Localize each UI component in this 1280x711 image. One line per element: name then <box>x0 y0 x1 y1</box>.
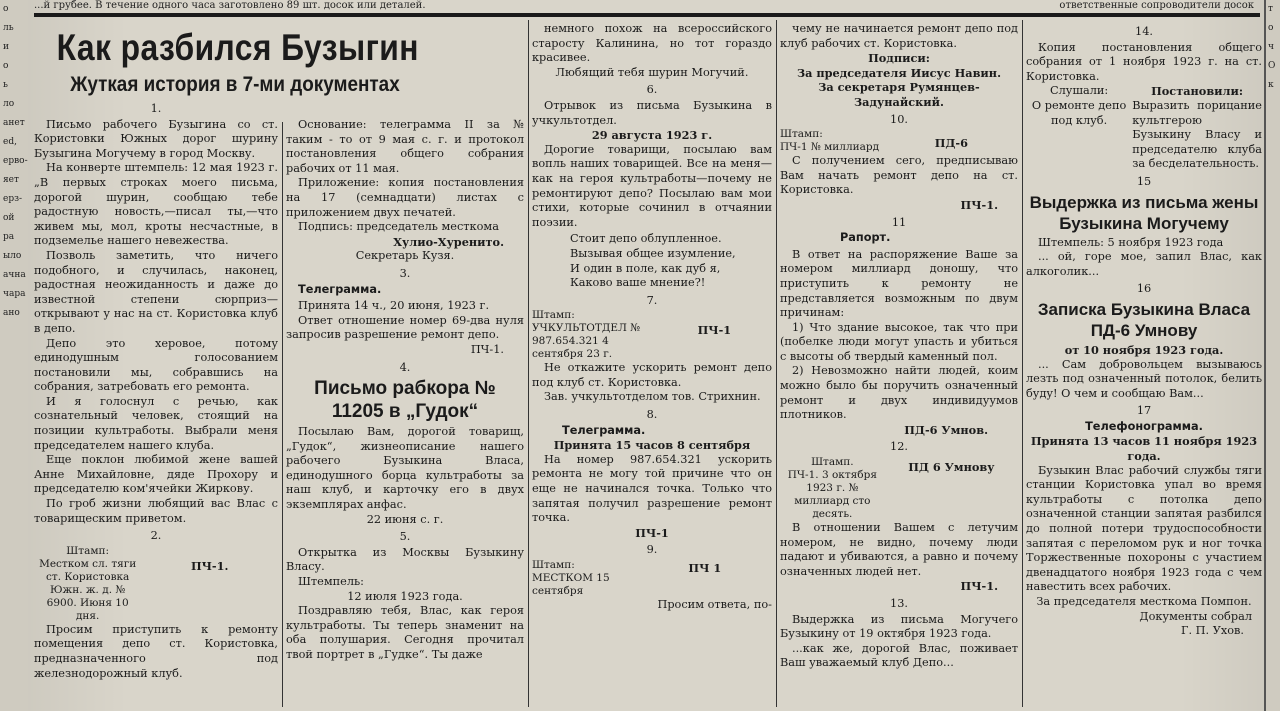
strip-fragment: ано <box>3 308 20 318</box>
signature: За председателя месткома Помпон. <box>1036 595 1252 608</box>
doc-number: 12. <box>890 440 908 454</box>
top-strip-text: ...й грубее. В течение одного часа заготовлено 89 шт. досок или деталей. ответственные сопроводители досок <box>34 0 1254 11</box>
telegram-received: Принята 13 часов 11 ноября 1923 года. <box>1030 434 1258 464</box>
paragraph: Не откажите ускорить ремонт депо под клуб ст. Кориcтовка. <box>532 361 772 389</box>
column-4 <box>780 22 1018 707</box>
doc-number: 4. <box>399 360 411 374</box>
stamp-label: Штамп: <box>66 544 110 557</box>
paragraph: Просим ответа, по- <box>657 598 772 611</box>
signature: Секретарь Кузя. <box>355 249 455 263</box>
doc-number: 7. <box>646 293 658 307</box>
strip-fragment: ра <box>3 232 15 242</box>
signature: Любящий тебя шурин Могучий. <box>555 65 749 79</box>
doc-number: 8. <box>646 408 658 422</box>
doc-number: 5. <box>399 530 411 544</box>
strip-fragment: ачна <box>3 270 26 280</box>
stamp-label: Штамп: <box>532 559 575 571</box>
signatures-label: Подписи: <box>868 51 930 66</box>
report-label: Рапорт. <box>840 231 891 245</box>
paragraph: Копия постановления общего собрания от 1 ноября 1923 г. на ст. Кориcтовка. <box>1026 40 1262 83</box>
resolved-label: Постановили: <box>1151 84 1244 99</box>
code-mark: ПЧ-1. <box>960 579 998 594</box>
paragraph: По гроб жизни любящий вас Влас с товарищеским приветом. <box>34 497 278 525</box>
column-rule <box>528 20 529 707</box>
article-headline: Выдержка из письма жены Бузыкина Могучему <box>1029 192 1259 233</box>
paragraph: 2) Невозможно найти людей, коим можно было бы поручить означенный ремонт и двух индивидуумов плотников. <box>780 364 1018 422</box>
signature: За секретаря Румянцев-Задунайский. <box>818 80 980 109</box>
verse <box>532 232 772 290</box>
telegram-label: Телеграмма. <box>562 423 646 437</box>
stamp-body: МЕСТКОМ 15 сентября <box>532 572 610 597</box>
verse-line: И один в поле, как дуб я, <box>570 261 721 275</box>
date-line: 12 июля 1923 года. <box>347 589 463 603</box>
stamp-code: ПЧ-1. <box>190 558 229 573</box>
newspaper-page <box>28 0 1280 711</box>
stamp-label: Штамп: <box>780 128 823 141</box>
paragraph: Выдержка из письма Могучего Бузыкину от 19 октября 1923 года. <box>780 612 1018 641</box>
signature: Г. П. Ухов. <box>1181 624 1244 638</box>
column-rule <box>776 20 777 707</box>
stamp-block <box>532 309 772 361</box>
strip-fragment: О <box>1268 61 1276 71</box>
doc-number: 10. <box>890 112 908 126</box>
stamp-block <box>34 545 278 623</box>
paragraph: Еще поклон любимой жене вашей Анне Михайловне, дяде Прохору и председателю ком'ячейки Жиркову. <box>34 453 278 496</box>
stamp-label: Штамп. <box>811 456 854 469</box>
date-line: 22 июня с. г. <box>366 512 444 526</box>
strip-fragment: ь <box>3 80 8 90</box>
paragraph: Поздравляю тебя, Влас, как героя культработы. Ты теперь знаменит на оба полушария. Сегодня прочитал твой портрет в „Гудке“. Ты даже <box>286 604 524 661</box>
doc-number: 1. <box>150 102 162 115</box>
paragraph: Посылаю Вам, дорогой товарищ, „Гудок“, жизнеописание нашего рабочего Бузыкина Власа, единодушного борца культработы за наш клуб, и карточку его в двух экземплярах анфас. <box>286 425 524 512</box>
strip-fragment: о <box>1268 23 1274 33</box>
doc-number: 2. <box>150 529 162 543</box>
paragraph: немного похож на всероссийского старосту Калинина, но тот гораздо красивее. <box>532 22 772 65</box>
paragraph: ... Сам добровольцем вызываюсь лезть под означенный потолок, белить буду! О чем и сообщаю Вам... <box>1026 357 1262 400</box>
strip-fragment: анет <box>3 118 25 128</box>
paragraph: чему не начинается ремонт депо под клуб рабочих ст. Кориcтовка. <box>780 22 1018 50</box>
subheadline: Жуткая история в 7-ми документах <box>70 73 400 96</box>
signature: За председателя Иисус Навин. <box>796 65 1002 80</box>
paragraph: На конверте штемпель: 12 мая 1923 г. „В первых строках моего письма, дорогой шурин, сообщаю тебе радостную новость,—писал ты,—что живем мы, мол, кроты несчастные, в подземелье нашего невежества. <box>34 161 278 248</box>
strip-fragment: к <box>1268 80 1274 90</box>
paragraph: 1) Что здание высокое, так что при (побелке люди могут упасть и убиться с высоты об твердый каменный пол. <box>780 320 1018 363</box>
stamp-code: ПЧ-1 <box>697 323 732 338</box>
paragraph: И я голоснул с речью, как сознательный человек, стоящий на позиции культработы. Выбрали меня председателем нашего клуба. <box>34 394 278 452</box>
doc-number: 6. <box>646 83 658 97</box>
strip-fragment: о <box>3 4 9 14</box>
strip-fragment: яет <box>3 175 19 185</box>
paragraph: Приложение: копия постановления на 17 (семнадцати) листах с приложением двух печатей. <box>286 176 524 219</box>
column-rule <box>282 122 283 707</box>
date-line: от 10 ноября 1923 года. <box>1064 342 1224 357</box>
doc-number: 13. <box>890 597 908 610</box>
resolved-text: Выразить порицание культгерою Бузыкину Власу и председателю клуба за бесделательность. <box>1132 98 1262 171</box>
column-3 <box>532 22 772 707</box>
stamp-body: ПЧ-1 № миллиард <box>780 141 880 154</box>
article-headline: Записка Бузыкина Власа ПД-6 Умнову <box>1037 299 1251 340</box>
headline: Как разбился Бузыгин <box>56 27 419 68</box>
stamp-line: Штемпель: 5 ноября 1923 года <box>1038 235 1224 249</box>
stamp-code: ПД 6 Умнову <box>908 460 995 475</box>
telegram-received: Принята 14 ч., 20 июня, 1923 г. <box>298 299 490 313</box>
paragraph: Просим приступить к ремонту помещения депо ст. Кориcтовка, предназначенного под железнодорожный клуб. <box>34 622 278 680</box>
strip-fragment: и <box>3 42 9 52</box>
stamp-label: Штамп: <box>532 309 575 322</box>
heard-label: Слушали: <box>1049 84 1109 98</box>
top-rule <box>34 13 1260 17</box>
stamp-block <box>780 128 1018 154</box>
paragraph: Отрывок из письма Бузыкина в учкультотдел. <box>532 98 772 127</box>
doc-number: 3. <box>399 266 411 280</box>
signature: Документы собрал <box>1139 609 1252 623</box>
strip-fragment: чара <box>3 289 26 299</box>
doc-number: 14. <box>1135 25 1153 38</box>
strip-fragment: ерво- <box>3 156 28 166</box>
stamp-body: ПЧ-1. 3 октября 1923 г. № миллиард сто десять. <box>787 469 877 521</box>
paragraph: Бузыкин Влас рабочий службы тяги станции Кориcтовка упал во время культработы с потолка депо означенной станции запятая разбился до полной потери трудоспособности запятая с переломом рук и ног точка Торжественные похороны с участием двенадцатого ноября 1923 года с чем навестить всех рабочих. <box>1026 463 1262 594</box>
doc-number: 17 <box>1136 404 1152 418</box>
paragraph: Открытка из Москвы Бузыкину Власу. <box>286 545 524 574</box>
paragraph: В отношении Вашем с летучим номером, не видно, почему люди падают и убиваются, а равно и почему означенных людей нет. <box>780 521 1018 578</box>
stamp-label: Штемпель: <box>298 575 364 589</box>
paragraph: Ответ отношение номер 69-два нуля запросив разрешение ремонт депо. <box>286 313 524 342</box>
strip-fragment: ль <box>3 23 14 33</box>
doc-number: 16 <box>1136 282 1152 296</box>
paragraph: Дорогие товарищи, посылаю вам вопль наших товарищей. Все на меня—как на героя культработы—почему не ремонтируют депо? Посылаю вам мои стихи, которые сочинил в отчаянии поэзии. <box>532 142 772 229</box>
paragraph: С получением сего, предписываю Вам начать ремонт депо на ст. Кориcтовка. <box>780 154 1018 197</box>
signature: Зав. учкультотделом тов. Стрихнин. <box>544 390 761 404</box>
heard-text: О ремонте депо под клуб. <box>1031 98 1127 127</box>
verse-line: Вызывая общее изумление, <box>570 246 736 260</box>
stamp-body: УЧКУЛЬТОТДЕЛ № 987.654.321 4 сентября 23 г. <box>532 322 641 361</box>
stamp-code: ПД-6 <box>934 136 968 151</box>
adjacent-page-strip-left <box>0 0 30 711</box>
stamp-code: ПЧ 1 <box>688 561 722 575</box>
column-5 <box>1026 22 1262 707</box>
telegram-received: Принята 15 часов 8 сентября <box>553 438 751 453</box>
doc-number: 9. <box>646 543 658 557</box>
strip-fragment: ыло <box>3 251 22 261</box>
column-rule <box>1022 20 1023 707</box>
article-headline: Письмо рабкора № 11205 в „Гудок“ <box>314 378 496 423</box>
paragraph: Депо это херовое, потому единодушным голосованием постановили мы, собравшись на собрания, затребовать его ремонта. <box>34 336 278 394</box>
paragraph: Основание: телеграмма II за № таким - то от 9 мая с. г. и протокол постановления общего собрания рабочих от 11 мая. <box>286 118 524 175</box>
strip-fragment: ч <box>1268 42 1274 52</box>
strip-fragment: ерз- <box>3 194 23 204</box>
date-line: 29 августа 1923 г. <box>591 128 713 143</box>
doc-number: 15 <box>1136 174 1152 188</box>
verse-line: Каково ваше мнение?! <box>570 276 706 290</box>
top-strip-text-right: ответственные сопроводители досок <box>1059 0 1254 11</box>
paragraph: На номер 987.654.321 ускорить ремонта не могу той причине что он еще не начинался точка. Только что запятая получил разрешение ремонт точка. <box>532 452 772 525</box>
signature: Хулио-Хуренито. <box>393 234 504 249</box>
strip-fragment: ed, <box>3 137 17 147</box>
paragraph: В ответ на распоряжение Ваше за номером миллиард доношу, что приступить к ремонту не представляется возможным по двум причинам: <box>780 247 1018 320</box>
signature: ПД-6 Умнов. <box>904 422 988 437</box>
stamp-block <box>532 559 772 598</box>
paragraph: ... ой, горе мое, запил Влас, как алкоголик... <box>1026 250 1262 278</box>
paragraph: ...как же, дорогой Влас, поживает Ваш уважаемый клуб Депо... <box>780 641 1018 670</box>
strip-fragment: т <box>1268 4 1273 14</box>
strip-fragment: о <box>3 61 9 71</box>
strip-fragment: ло <box>3 99 15 109</box>
code-mark: ПЧ-1. <box>470 342 504 356</box>
telegram-label: Телеграмма. <box>298 282 382 296</box>
phonogram-label: Телефонограмма. <box>1085 419 1203 433</box>
doc-number: 11 <box>891 215 907 229</box>
paragraph: Письмо рабочего Бузыгина со ст. Кориcтовки Южных дорог шурину Бузыгина Могучему в город Москву. <box>34 117 278 160</box>
paragraph: Позволь заметить, что ничего подобного, и случилась, наконец, радостная неожиданность и даже до известной степени сюрприз—открывают у нас на ст. Кориcтовка клуб в депо. <box>34 248 278 335</box>
code-mark: ПЧ-1. <box>960 197 998 212</box>
stamp-body: Местком сл. тяги ст. Кориcтовка Южн. ж. д. № 6900. Июня 10 дня. <box>39 557 137 622</box>
adjacent-page-strip-right <box>1264 0 1280 711</box>
column-2 <box>286 118 524 707</box>
resolution-table <box>1026 84 1262 172</box>
code-mark: ПЧ-1 <box>635 525 669 540</box>
strip-fragment: ой <box>3 213 15 223</box>
verse-line: Стоит депо облупленное. <box>570 232 722 246</box>
paragraph: Подпись: председатель месткома <box>298 220 499 234</box>
stamp-block <box>780 456 1018 521</box>
